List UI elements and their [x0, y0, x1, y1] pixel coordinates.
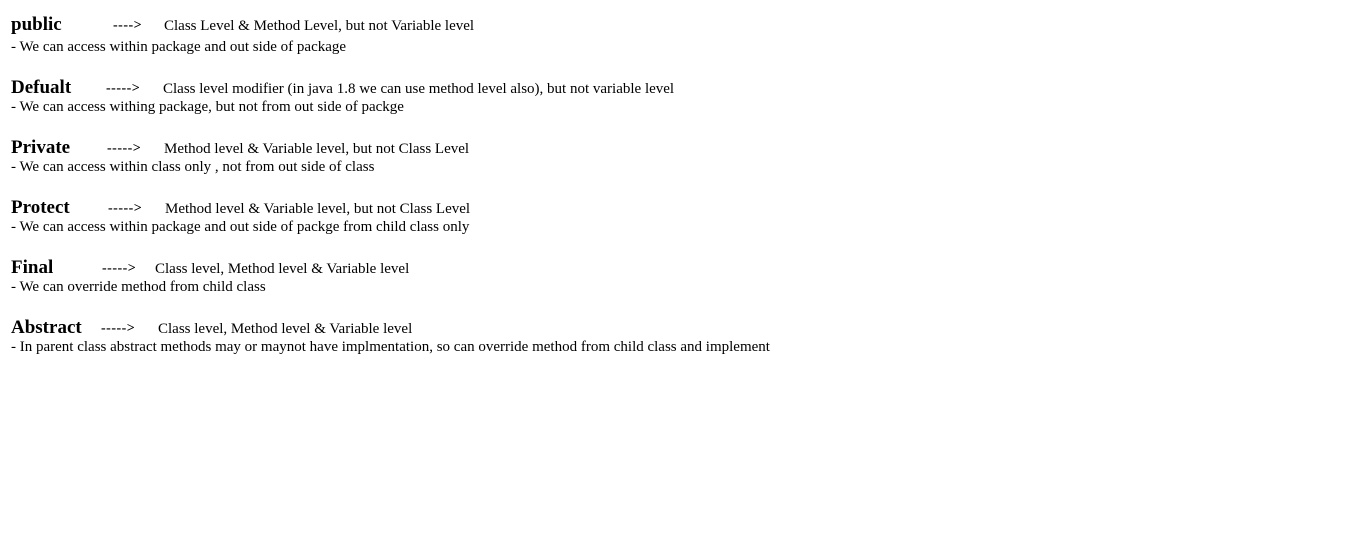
- arrow-indicator: ----->: [106, 81, 141, 96]
- modifier-description: - We can access within package and out side of package: [11, 39, 347, 55]
- modifier-scope: Method level & Variable level, but not Class Level: [165, 201, 471, 217]
- modifier-keyword: Private: [11, 137, 71, 158]
- modifier-entry-abstract: [11, 317, 1331, 355]
- modifier-scope: Method level & Variable level, but not Class Level: [164, 141, 470, 157]
- modifier-scope: Class level, Method level & Variable level: [155, 261, 410, 277]
- modifier-entry-final: [11, 257, 1331, 295]
- arrow-indicator: ----->: [102, 261, 137, 276]
- modifier-entry-default: [11, 77, 1331, 115]
- modifier-scope: Class Level & Method Level, but not Variable level: [164, 18, 475, 34]
- modifier-description: - We can access within package and out side of packge from child class only: [11, 219, 470, 235]
- modifier-heading-line: [11, 197, 1331, 219]
- modifier-scope: Class level, Method level & Variable level: [158, 321, 413, 337]
- modifier-keyword: Defualt: [11, 77, 72, 98]
- modifier-entry-protect: [11, 197, 1331, 235]
- modifier-heading-line: [11, 317, 1331, 339]
- modifier-keyword: Protect: [11, 197, 70, 218]
- modifier-entry-public: [11, 14, 1331, 55]
- arrow-indicator: ----->: [101, 321, 136, 336]
- modifier-heading-line: [11, 257, 1331, 279]
- modifier-description: - In parent class abstract methods may or maynot have implmentation, so can override method from child class and implement: [11, 339, 770, 355]
- modifier-keyword: public: [11, 14, 62, 35]
- modifier-description: - We can access within class only , not from out side of class: [11, 159, 375, 175]
- arrow-indicator: ----->: [108, 201, 143, 216]
- modifier-description: - We can override method from child class: [11, 279, 266, 295]
- modifier-keyword: Abstract: [11, 317, 82, 338]
- arrow-indicator: ---->: [113, 18, 143, 33]
- modifier-heading-line: [11, 14, 1331, 36]
- modifier-description: - We can access withing package, but not from out side of packge: [11, 99, 404, 115]
- modifier-heading-line: [11, 137, 1331, 159]
- modifier-heading-line: [11, 77, 1331, 99]
- modifier-keyword: Final: [11, 257, 54, 278]
- modifier-entry-private: [11, 137, 1331, 175]
- modifier-scope: Class level modifier (in java 1.8 we can use method level also), but not variable level: [163, 81, 675, 97]
- arrow-indicator: ----->: [107, 141, 142, 156]
